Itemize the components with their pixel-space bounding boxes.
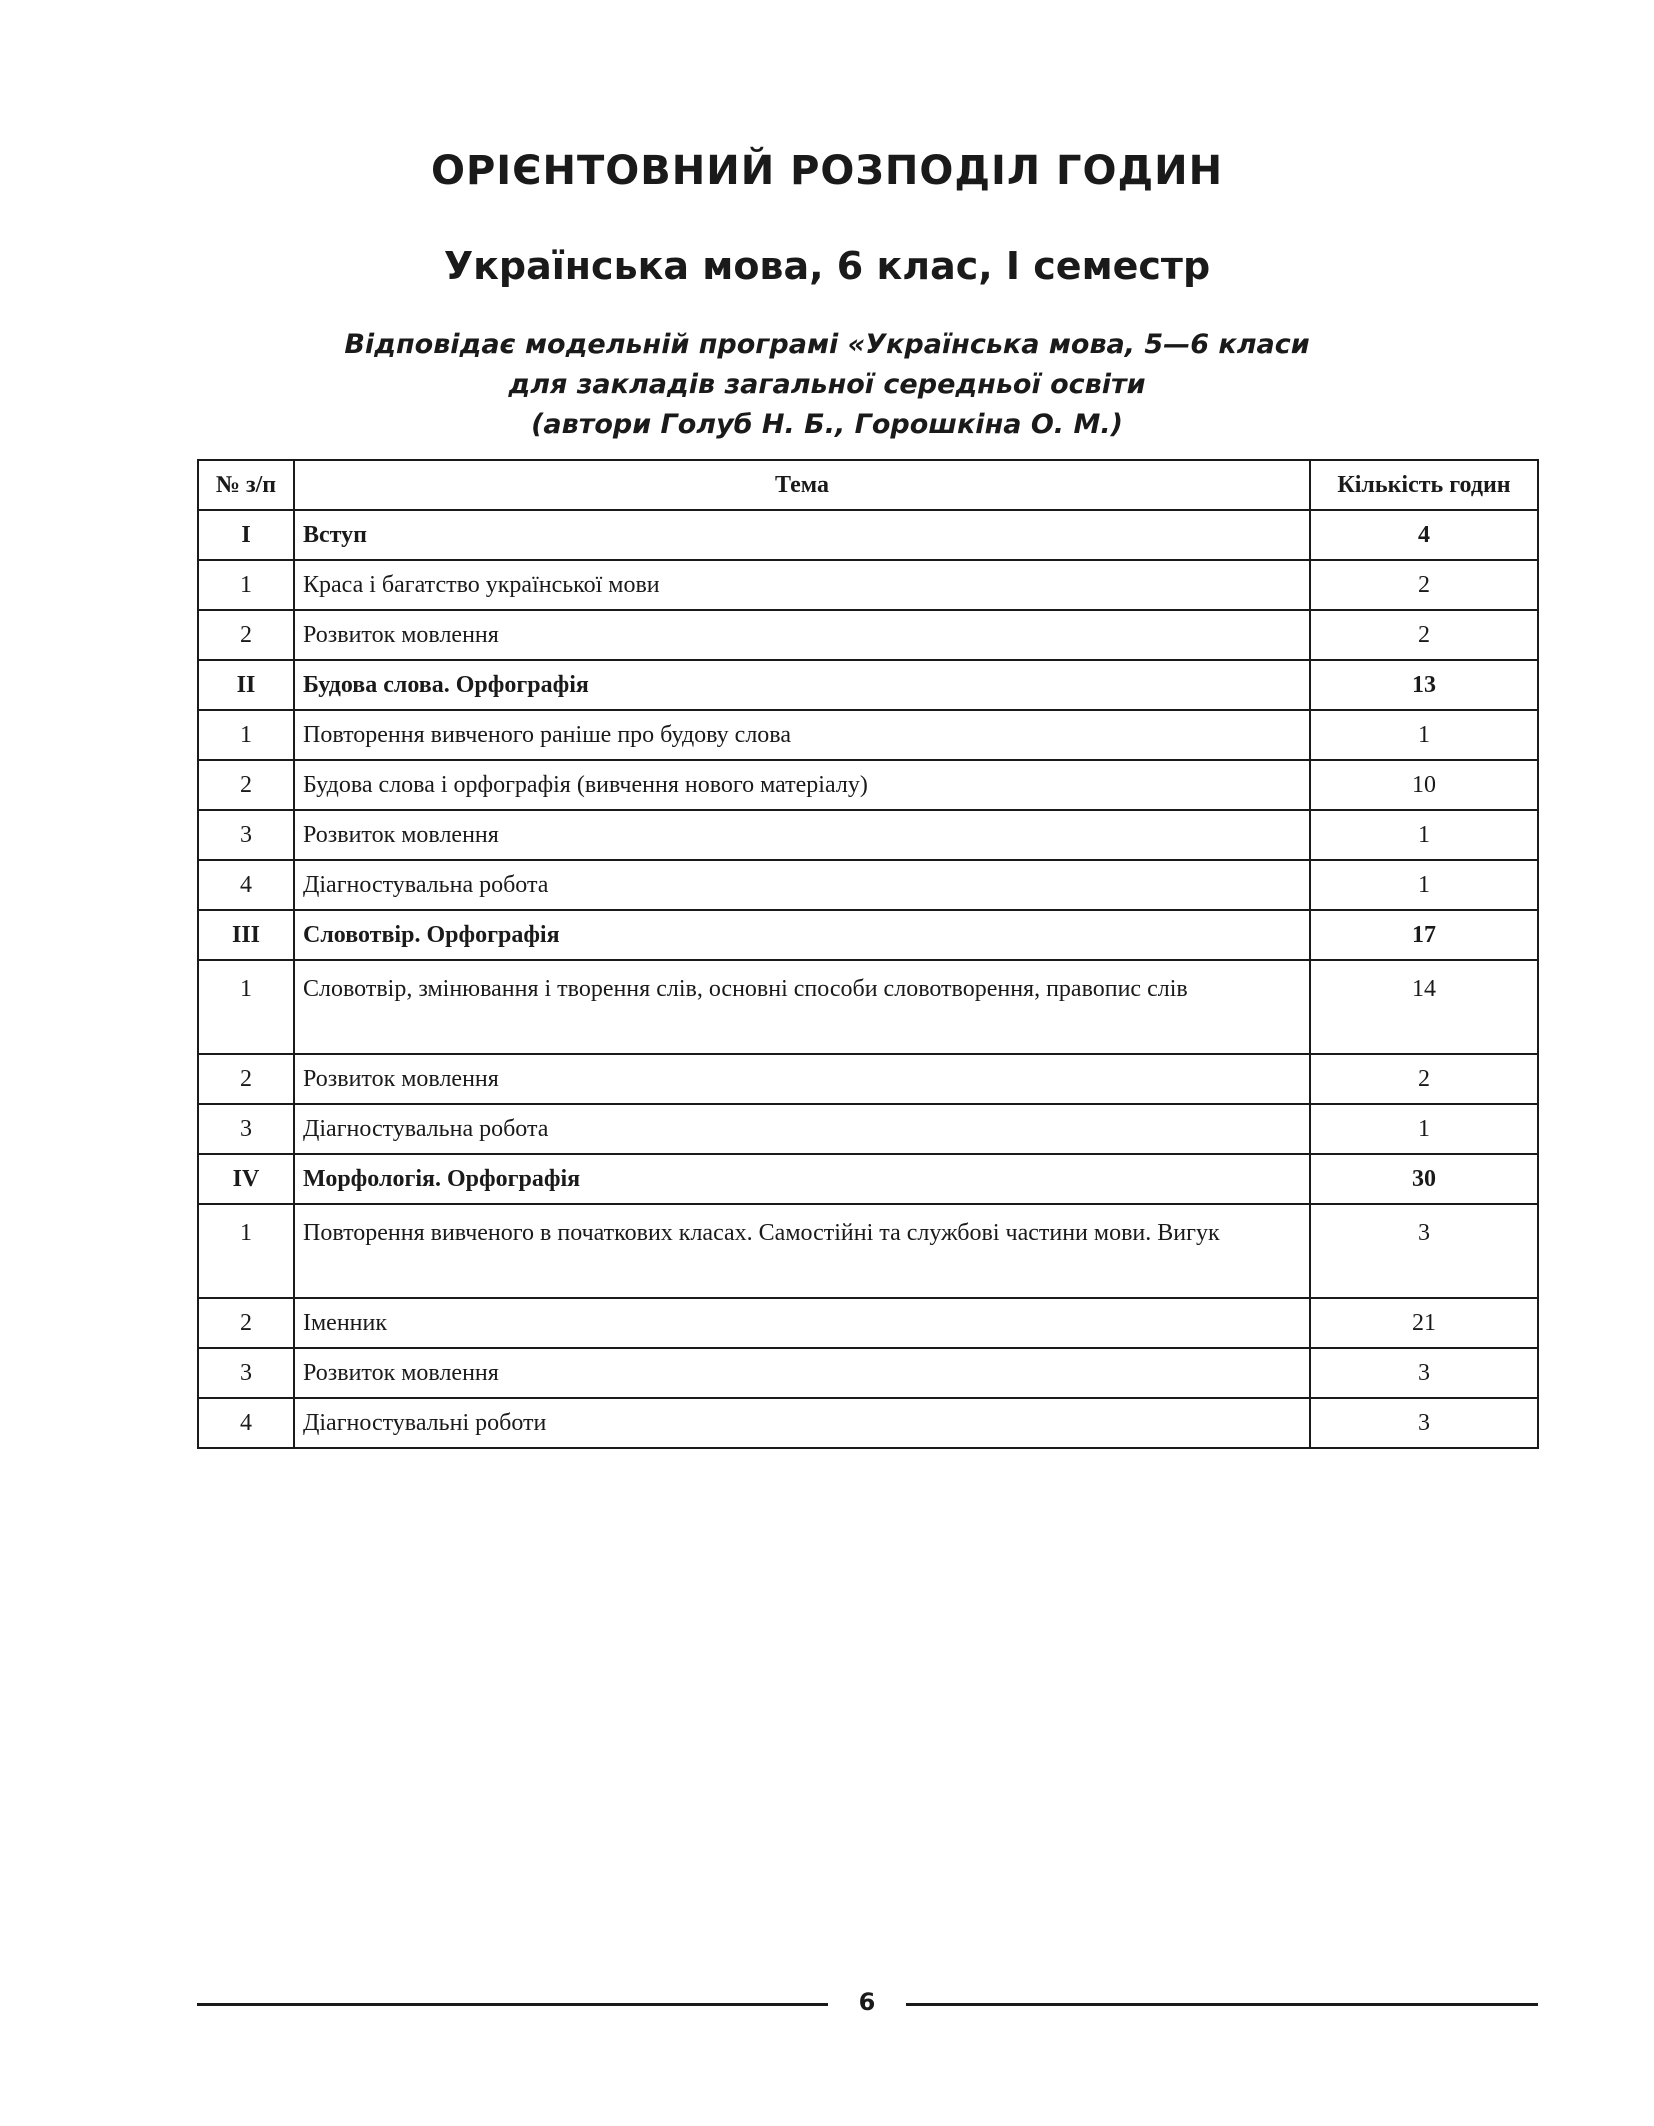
row-topic: Розвиток мовлення	[294, 810, 1310, 860]
table-row	[198, 1348, 1538, 1398]
row-hours: 10	[1310, 760, 1538, 810]
row-topic: Розвиток мовлення	[294, 610, 1310, 660]
row-topic: Краса і багатство української мови	[294, 560, 1310, 610]
row-num: III	[198, 910, 294, 960]
row-hours: 1	[1310, 860, 1538, 910]
footer-rule-right	[906, 2003, 1538, 2006]
header-num: № з/п	[198, 460, 294, 510]
table-row	[198, 760, 1538, 810]
row-topic: Повторення вивченого раніше про будову слова	[294, 710, 1310, 760]
page-subtitle: Українська мова, 6 клас, I семестр	[443, 244, 1211, 288]
row-topic: Будова слова і орфографія (вивчення нового матеріалу)	[294, 760, 1310, 810]
row-topic: Діагностувальна робота	[294, 1104, 1310, 1154]
row-hours: 17	[1310, 910, 1538, 960]
table-row	[198, 1398, 1538, 1448]
row-num: 2	[198, 1054, 294, 1104]
table-row	[198, 810, 1538, 860]
table-row	[198, 560, 1538, 610]
row-topic: Словотвір. Орфографія	[294, 910, 1310, 960]
row-hours: 4	[1310, 510, 1538, 560]
row-num: IV	[198, 1154, 294, 1204]
row-topic: Будова слова. Орфографія	[294, 660, 1310, 710]
table-row	[198, 510, 1538, 560]
row-num: 1	[198, 710, 294, 760]
row-num: 4	[198, 1398, 294, 1448]
row-hours: 30	[1310, 1154, 1538, 1204]
row-num: 1	[198, 1204, 294, 1298]
row-num: 2	[198, 760, 294, 810]
row-topic: Словотвір, змінювання і творення слів, основні способи словотворення, правопис слів	[294, 960, 1310, 1054]
page-number: 6	[858, 1988, 876, 2016]
table-row	[198, 710, 1538, 760]
row-hours: 1	[1310, 810, 1538, 860]
program-note-line: Відповідає модельній програмі «Українська мова, 5—6 класи	[344, 329, 1310, 360]
row-num: 1	[198, 960, 294, 1054]
row-topic: Повторення вивченого в початкових класах. Самостійні та службові частини мови. Вигук	[294, 1204, 1310, 1298]
table-header-row	[198, 460, 1538, 510]
row-hours: 13	[1310, 660, 1538, 710]
table-row	[198, 610, 1538, 660]
row-num: I	[198, 510, 294, 560]
table-row	[198, 1054, 1538, 1104]
row-topic: Розвиток мовлення	[294, 1348, 1310, 1398]
row-num: II	[198, 660, 294, 710]
row-hours: 1	[1310, 710, 1538, 760]
table-row	[198, 1204, 1538, 1298]
page-title: ОРІЄНТОВНИЙ РОЗПОДІЛ ГОДИН	[430, 148, 1224, 194]
row-hours: 3	[1310, 1348, 1538, 1398]
program-note	[0, 325, 1654, 445]
row-hours: 2	[1310, 610, 1538, 660]
table-row	[198, 1154, 1538, 1204]
row-num: 3	[198, 810, 294, 860]
row-hours: 3	[1310, 1204, 1538, 1298]
table-body	[198, 510, 1538, 1448]
row-hours: 3	[1310, 1398, 1538, 1448]
table-row	[198, 1104, 1538, 1154]
table-row	[198, 1298, 1538, 1348]
row-topic: Розвиток мовлення	[294, 1054, 1310, 1104]
table-row	[198, 660, 1538, 710]
row-num: 2	[198, 610, 294, 660]
footer-rule-left	[197, 2003, 828, 2006]
program-note-line: (автори Голуб Н. Б., Горошкіна О. М.)	[531, 409, 1123, 440]
row-num: 2	[198, 1298, 294, 1348]
row-hours: 2	[1310, 560, 1538, 610]
row-topic: Діагностувальні роботи	[294, 1398, 1310, 1448]
row-num: 3	[198, 1104, 294, 1154]
row-topic: Вступ	[294, 510, 1310, 560]
row-hours: 21	[1310, 1298, 1538, 1348]
row-num: 1	[198, 560, 294, 610]
row-topic: Іменник	[294, 1298, 1310, 1348]
table-row	[198, 960, 1538, 1054]
table-row	[198, 860, 1538, 910]
row-hours: 14	[1310, 960, 1538, 1054]
header-hours: Кількість годин	[1310, 460, 1538, 510]
row-topic: Морфологія. Орфографія	[294, 1154, 1310, 1204]
hours-table	[197, 459, 1539, 1449]
row-num: 3	[198, 1348, 294, 1398]
program-note-line: для закладів загальної середньої освіти	[508, 369, 1146, 400]
header-topic: Тема	[294, 460, 1310, 510]
row-hours: 1	[1310, 1104, 1538, 1154]
table-row	[198, 910, 1538, 960]
row-hours: 2	[1310, 1054, 1538, 1104]
row-num: 4	[198, 860, 294, 910]
row-topic: Діагностувальна робота	[294, 860, 1310, 910]
